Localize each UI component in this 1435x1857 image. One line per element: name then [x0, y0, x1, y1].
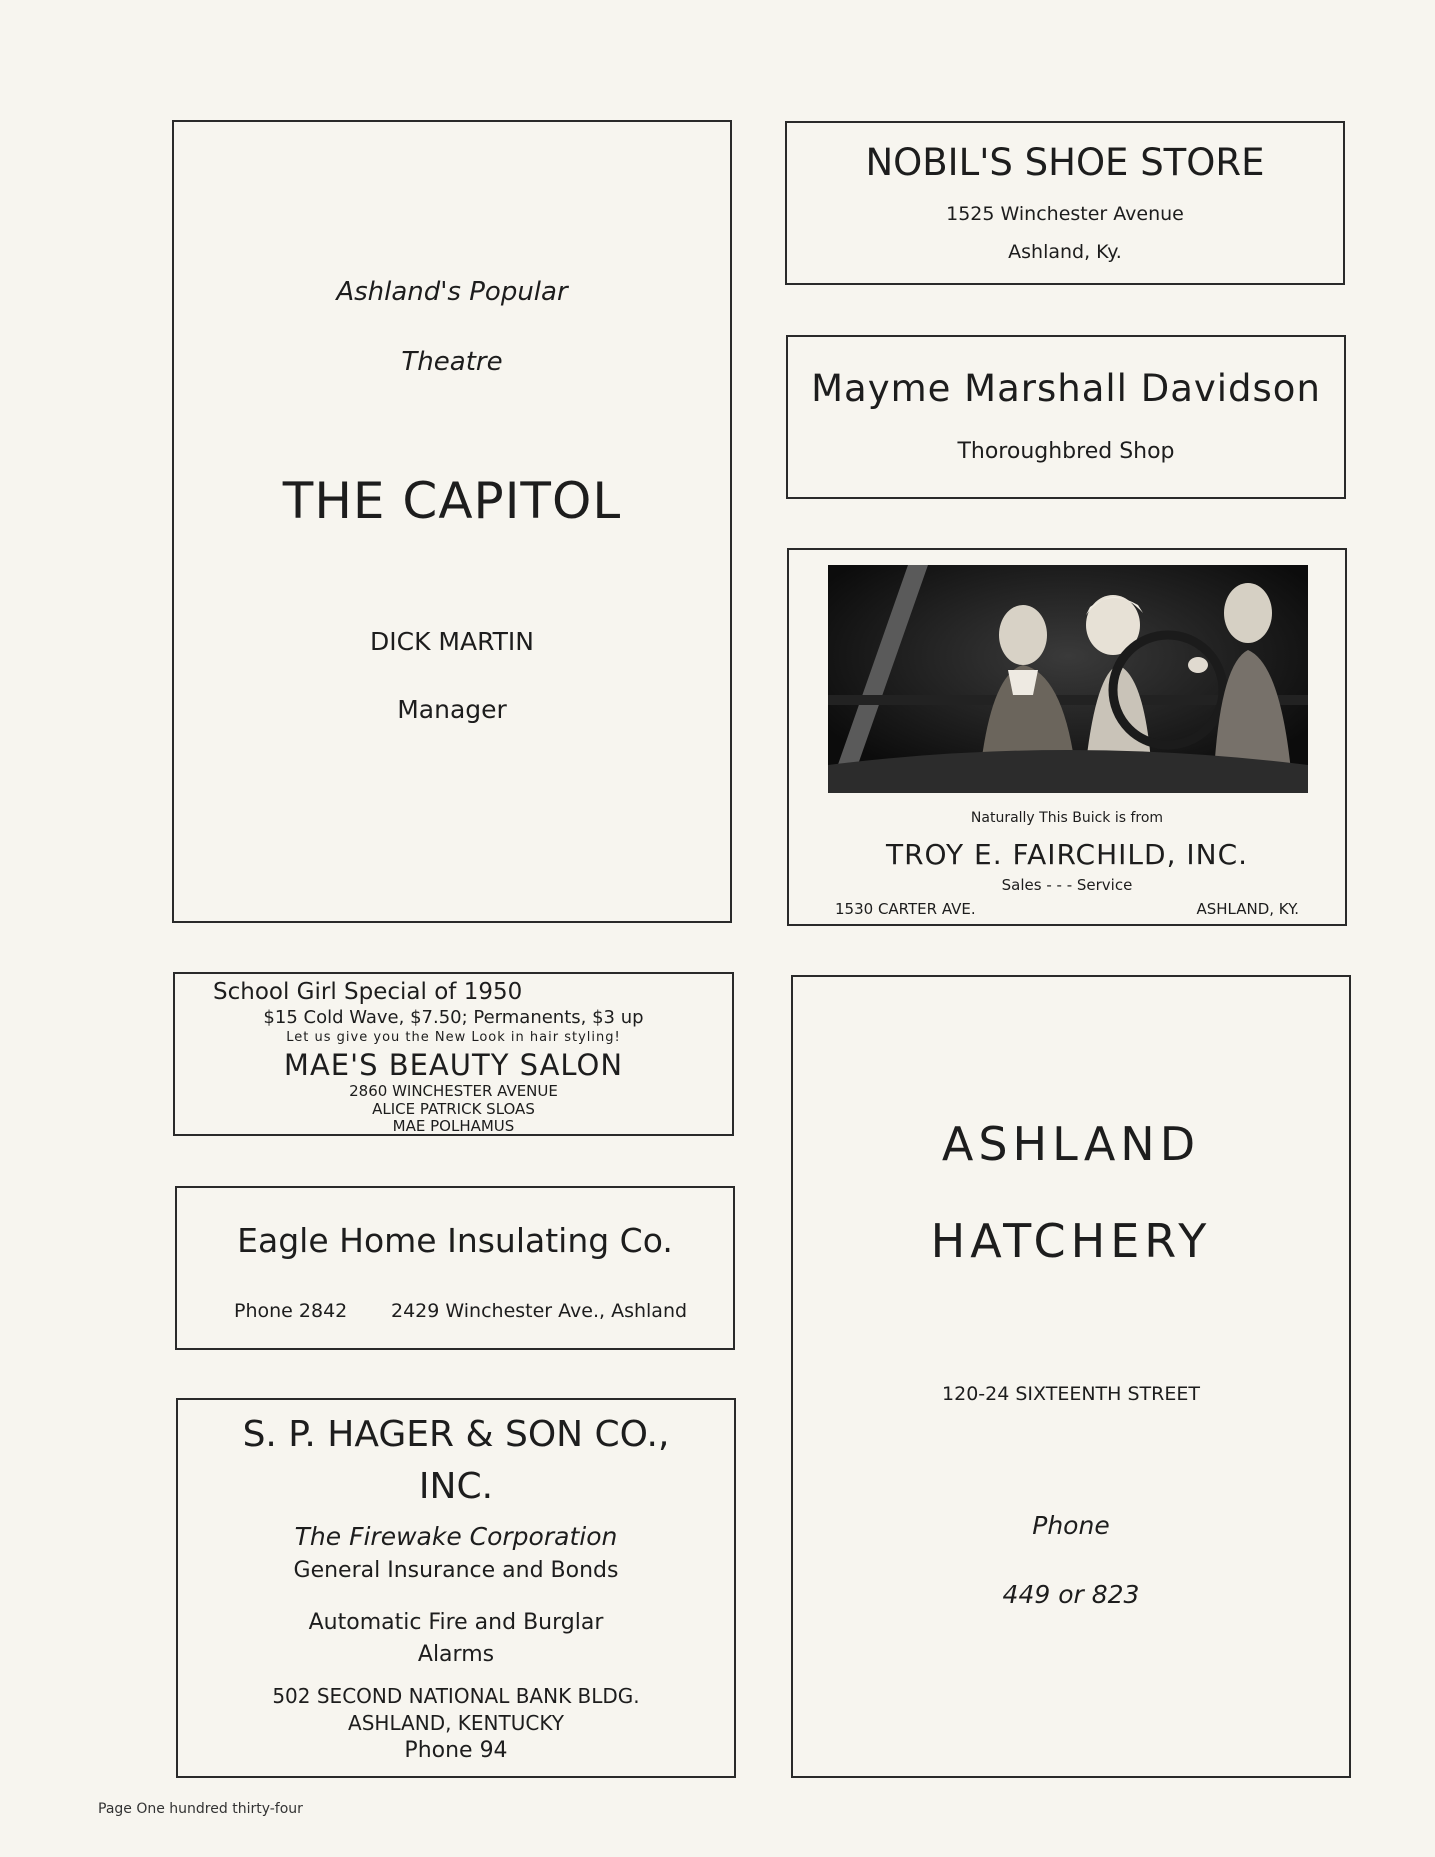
mayme-davidson-ad [786, 335, 1346, 499]
hager-alarms-line-2: Alarms [417, 1642, 495, 1667]
hatchery-phone-label: Phone [1032, 1511, 1110, 1540]
fairchild-name: TROY E. FAIRCHILD, INC. [885, 838, 1249, 871]
fairchild-buick-ad [787, 548, 1347, 926]
eagle-address: 2429 Winchester Ave., Ashland [391, 1300, 688, 1322]
eagle-insulating-ad [175, 1186, 735, 1350]
car-photo-illustration [828, 565, 1308, 793]
maes-address: 2860 WINCHESTER AVENUE [349, 1082, 558, 1100]
mayme-shop: Thoroughbred Shop [957, 439, 1175, 464]
hager-phone: Phone 94 [404, 1738, 508, 1763]
maes-headline: School Girl Special of 1950 [213, 979, 523, 1005]
capitol-manager-title: Manager [397, 695, 507, 724]
maes-beauty-salon-ad [173, 972, 734, 1136]
page-number: Page One hundred thirty-four [98, 1801, 303, 1817]
ashland-hatchery-ad [791, 975, 1351, 1778]
hager-insurance: General Insurance and Bonds [293, 1558, 619, 1583]
maes-slogan: Let us give you the New Look in hair styling! [286, 1030, 621, 1045]
maes-name: MAE'S BEAUTY SALON [283, 1048, 624, 1082]
hatchery-name-line-2: HATCHERY [930, 1214, 1212, 1268]
hatchery-name-line-1: ASHLAND [941, 1117, 1201, 1171]
capitol-manager-name: DICK MARTIN [370, 627, 534, 656]
car-photo [828, 565, 1308, 793]
hager-name-line-1: S. P. HAGER & SON CO., [242, 1414, 670, 1455]
nobils-shoe-store-ad [785, 121, 1345, 285]
nobils-city: Ashland, Ky. [1008, 241, 1122, 263]
fairchild-services: Sales - - - Service [1001, 876, 1133, 894]
fairchild-city: ASHLAND, KY. [1196, 900, 1299, 918]
capitol-tagline: Ashland's Popular [336, 277, 568, 307]
fairchild-street: 1530 CARTER AVE. [835, 900, 976, 918]
eagle-name: Eagle Home Insulating Co. [237, 1221, 673, 1260]
maes-prices: $15 Cold Wave, $7.50; Permanents, $3 up [263, 1007, 644, 1028]
hager-name-line-2: INC. [418, 1466, 494, 1507]
capitol-name: THE CAPITOL [282, 472, 622, 530]
fairchild-tagline: Naturally This Buick is from [970, 810, 1164, 826]
maes-owner-2: MAE POLHAMUS [392, 1117, 515, 1135]
maes-owner-1: ALICE PATRICK SLOAS [372, 1100, 535, 1118]
hatchery-phone-numbers: 449 or 823 [1002, 1580, 1140, 1609]
hager-corporation: The Firewake Corporation [294, 1522, 618, 1551]
nobils-name: NOBIL'S SHOE STORE [865, 141, 1265, 184]
hager-son-ad [176, 1398, 736, 1778]
hatchery-street: 120-24 SIXTEENTH STREET [942, 1383, 1200, 1405]
capitol-theatre-ad [172, 120, 732, 923]
mayme-name: Mayme Marshall Davidson [811, 367, 1321, 410]
capitol-subtitle: Theatre [401, 347, 503, 377]
nobils-address: 1525 Winchester Avenue [946, 203, 1184, 225]
hager-building: 502 SECOND NATIONAL BANK BLDG. [272, 1684, 640, 1708]
hager-city: ASHLAND, KENTUCKY [348, 1711, 564, 1735]
hager-alarms-line-1: Automatic Fire and Burglar [308, 1610, 604, 1635]
eagle-phone: Phone 2842 [234, 1300, 348, 1322]
